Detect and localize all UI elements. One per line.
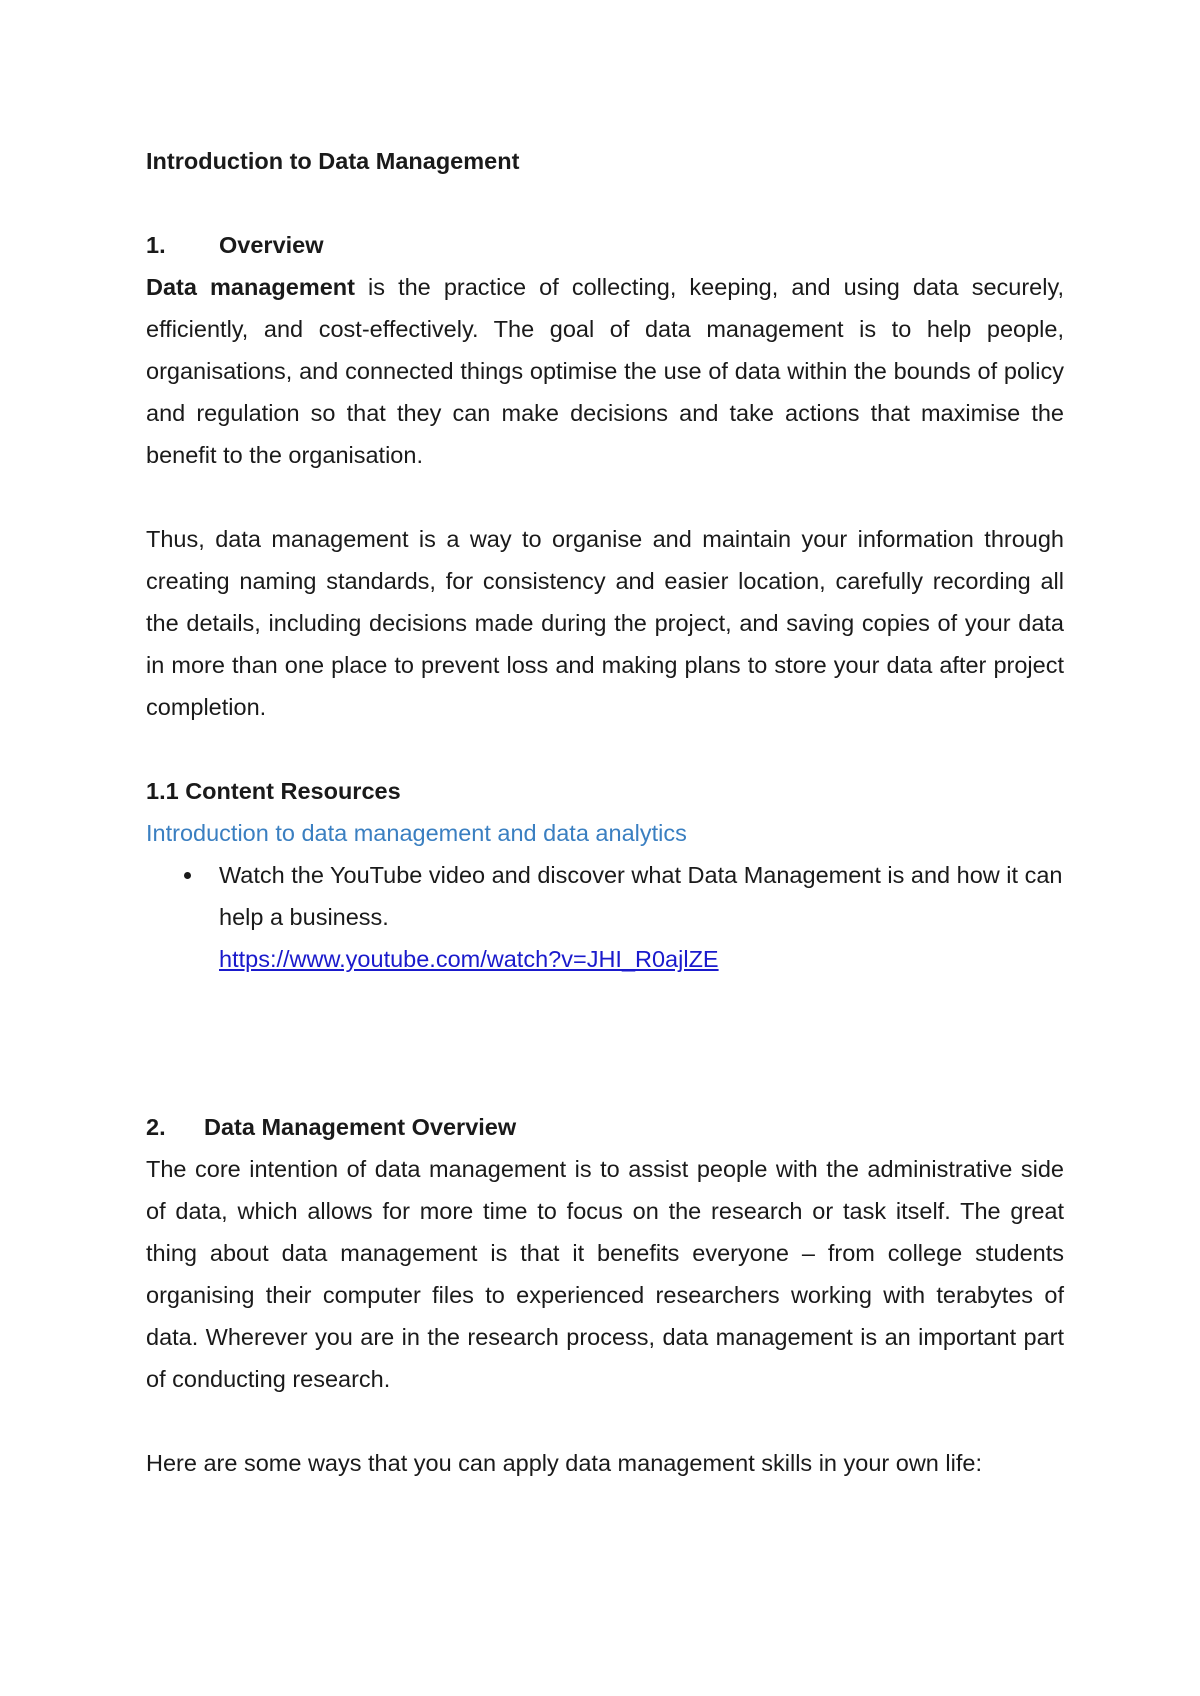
overview-paragraph-1-text: is the practice of collecting, keeping, and using data securely, efficiently, and cost-effectively. The goal of data management is to help people, organisations, and connected things optimise the use of data within the bounds of policy and regulation so that they can make decisions and take actions that maximise the benefit to the organisation. [146, 274, 1064, 468]
section-1-title: Overview [219, 232, 324, 258]
data-management-overview-paragraph: The core intention of data management is to assist people with the administrative side of data, which allows for more time to focus on the research or task itself. The great thing about data management is that it benefits everyone – from college students organising their computer files to experienced researchers working with terabytes of data. Wherever you are in the research process, data management is an important part of conducting research. [146, 1156, 1064, 1392]
apply-skills-paragraph: Here are some ways that you can apply data management skills in your own life: [146, 1450, 982, 1476]
section-2-title: Data Management Overview [204, 1114, 517, 1140]
section-2-number: 2. [146, 1114, 166, 1140]
bullet-icon [184, 872, 191, 879]
document-title: Introduction to Data Management [146, 148, 520, 174]
overview-paragraph-1 [146, 266, 1064, 476]
section-1-heading [146, 224, 1064, 266]
data-management-term: Data management [146, 274, 355, 300]
section-1-number: 1. [146, 232, 166, 258]
overview-paragraph-2: Thus, data management is a way to organise and maintain your information through creating naming standards, for consistency and easier location, carefully recording all the details, including decisions made during the project, and saving copies of your data in more than one place to prevent loss and making plans to store your data after project completion. [146, 526, 1064, 720]
document-body [146, 140, 1064, 1484]
resource-list [146, 854, 1064, 980]
list-item [146, 854, 1064, 980]
section-2-heading [146, 1106, 1064, 1148]
resource-title-link[interactable]: Introduction to data management and data analytics [146, 820, 687, 846]
youtube-video-link[interactable]: https://www.youtube.com/watch?v=JHI_R0ajlZE [219, 946, 719, 972]
resource-bullet-text: Watch the YouTube video and discover what Data Management is and how it can help a business. [219, 862, 1063, 930]
content-resources-heading: 1.1 Content Resources [146, 778, 401, 804]
